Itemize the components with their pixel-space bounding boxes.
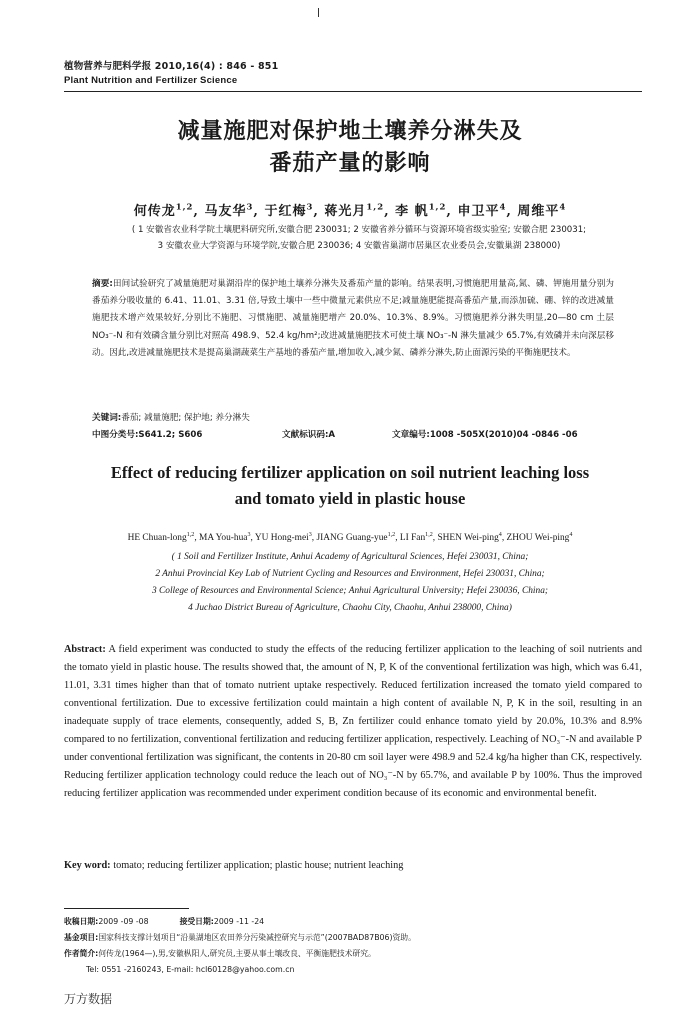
en-author [507, 533, 573, 543]
cn-classification [92, 428, 632, 440]
cn-author-name: 申卫平 [457, 204, 500, 219]
article-no-label: 文章编号: [392, 430, 430, 440]
footnote-contact: Tel: 0551 -2160243, E-mail: hcl60128@yahoo.com.cn [86, 965, 295, 974]
en-author-name: HE Chuan-long [127, 533, 187, 543]
cn-title-line1: 减量施肥对保护地土壤养分淋失及 [177, 119, 523, 144]
cn-affiliation-line1: ( 1 安徽省农业科学院土壤肥料研究所,安徽合肥 230031; 2 安徽省养分循环与资源环境省级实验室; 安徽合肥 230031; [131, 225, 587, 235]
fund-text: 国家科技支撑计划项目“沿巢湖地区农田养分污染减控研究与示范”(2007BAD87B06)资助。 [98, 933, 416, 942]
en-author [437, 533, 501, 543]
en-author-affiliation-mark: 3 [247, 531, 251, 538]
doc-code-label: 文献标识码: [282, 430, 329, 440]
cn-keywords-label: 关键词: [92, 413, 122, 423]
cn-abstract [92, 276, 614, 362]
en-author-affiliation-mark: 4 [498, 531, 502, 538]
cn-affiliation-line2: 3 安徽农业大学资源与环境学院,安徽合肥 230036; 4 安徽省巢湖市居巢区农业委员会,安徽巢湖 238000) [157, 241, 561, 251]
cn-author-affiliation-mark: 1,2 [366, 201, 385, 212]
accepted-date: 2009 -11 -24 [213, 917, 265, 926]
author-bio-text: 何传龙(1964—),男,安徽枞阳人,研究员,主要从事土壤改良、平衡施肥技术研究。 [98, 949, 376, 958]
en-affiliation-2: 2 Anhui Provincial Key Lab of Nutrient Cycling and Resources and Environment, Hefei 230031, China; [155, 569, 545, 579]
header-rule [64, 91, 642, 92]
footnote-rule [64, 908, 189, 909]
fund-label: 基金项目: [64, 933, 99, 942]
wanfang-watermark: 万方数据 [64, 992, 113, 1006]
doc-code-value: A [328, 430, 336, 440]
cn-author-name: 于红梅 [264, 204, 307, 219]
en-keywords-label: Key word: [64, 860, 111, 871]
cn-author-name: 马友华 [204, 204, 247, 219]
cn-author-affiliation-mark: 4 [559, 201, 567, 212]
en-author-name: LI Fan [399, 533, 426, 543]
cn-author [133, 201, 194, 219]
en-author [316, 533, 395, 543]
cn-author-name: 周维平 [517, 204, 560, 219]
en-author [400, 533, 433, 543]
en-title-line1: Effect of reducing fertilizer application on soil nutrient leaching loss [110, 463, 590, 482]
en-affiliation-1: ( 1 Soil and Fertilizer Institute, Anhui Academy of Agricultural Sciences, Hefei 230031, China; [171, 552, 529, 562]
en-title-line2: and tomato yield in plastic house [234, 489, 466, 508]
en-author-name: JIANG Guang-yue [316, 533, 388, 543]
en-affiliations [0, 549, 700, 617]
en-author-affiliation-mark: 4 [569, 531, 573, 538]
en-author-affiliation-mark: 3 [308, 531, 312, 538]
clc-value: S641.2; S606 [138, 430, 203, 440]
cn-keywords-text: 番茄; 减量施肥; 保护地; 养分淋失 [121, 413, 250, 423]
footnote-dates [64, 914, 644, 930]
scan-mark [318, 8, 319, 17]
en-author-name: ZHOU Wei-ping [506, 533, 570, 543]
cn-abstract-label: 摘要: [92, 279, 113, 289]
cn-author [204, 201, 254, 219]
en-author [255, 533, 312, 543]
en-author-name: YU Hong-mei [254, 533, 309, 543]
received-label: 收稿日期: [64, 917, 99, 926]
en-author-affiliation-mark: 1,2 [425, 531, 433, 538]
en-author-affiliation-mark: 1,2 [186, 531, 195, 538]
en-author-name: MA You-hua [199, 533, 248, 543]
cn-author-name: 李 帆 [395, 204, 429, 219]
en-keywords-text: tomato; reducing fertilizer application; plastic house; nutrient leaching [113, 860, 404, 871]
en-author-affiliation-mark: 1,2 [387, 531, 396, 538]
cn-author [324, 201, 385, 219]
author-bio-label: 作者简介: [64, 949, 99, 958]
en-author-name: SHEN Wei-ping [437, 533, 499, 543]
article-no-value: 1008 -505X(2010)04 -0846 -06 [429, 430, 578, 440]
en-abstract-text: A field experiment was conducted to study the effects of the reducing fertilizer application to the leaching of soil nutrients and the tomato yield in plastic house. The results showed that, the amount of N, P, K of the conventional fertilization was high, which was 6.41, 11.01, 3.31 times higher than that of tomato nutrient uptake respectively. Reduced fertilization increased the tomato yield compared to conventional fertilization. Due to excessive fertilization could maintain a high content of available N, P, K in the soil, resulting in an inadequate supply of trace elements, consequently, added S, B, Zn fertilizer could enhance tomato yield by 20.0%, 10.3% and 8.9% compared to no fertilization, conventional fertilization and reducing fertilizer application, respectively. Leaching of NO₃⁻-N and available P under conventional fertilization was significant, the contents in 20-80 cm soil layer were 498.9 and 52.4 kg/ha higher than CK, respectively. Reducing fertilizer application technology could reduce the leach out of NO₃⁻-N by 65.7%, and available P by 100%. Thus the improved reducing fertilizer application was recommended under experiment condition because of its economic and environmental benefit. [64, 644, 642, 799]
footnote-fund [64, 930, 644, 946]
cn-abstract-text: 田间试验研究了减量施肥对巢湖沿岸的保护地土壤养分淋失及番茄产量的影响。结果表明,习惯施肥用量高,氮、磷、钾施用量分别为番茄养分吸收量的 6.41、11.01、3.31 倍,导致土壤中一些中微量元素供应不足;减量施肥能提高番茄产量,而添加硫、硼、锌的改进减量施肥技术增产效果较好,分别比不施肥、习惯施肥、减量施肥增产 20.0%、10.3%、8.9%。习惯施肥养分淋失明显,20—80 cm 土层 NO₃⁻-N 和有效磷含量分别比对照高 498.9、52.4 kg/hm²;改进减量施肥技术可使土壤 NO₃⁻-N 淋失量减少 65.7%,有效磷并未向深层移动。因此,改进减量施肥技术是提高巢湖蔬菜生产基地的番茄产量,增加收入,减少氮、磷养分淋失,防止面源污染的平衡施肥技术。 [92, 279, 615, 358]
cn-author-affiliation-mark: 3 [246, 201, 254, 212]
cn-author-affiliation-mark: 1,2 [175, 201, 194, 212]
cn-author-name: 何传龙 [133, 204, 176, 219]
en-author [199, 533, 251, 543]
cn-title-line2: 番茄产量的影响 [269, 151, 431, 176]
en-authors: HE Chuan-long$^{1,2}$, MA You-hua$^3$, YU Hong-mei$^3$, JIANG Guang-yue$^{1,2}$, LI Fan$^{1,2}$, SHEN Wei-ping$^4$, ZHOU Wei-ping$^4$ [127, 531, 573, 543]
en-affiliation-4: 4 Juchao District Bureau of Agriculture, Chaohu City, Chaohu, Anhui 238000, China) [188, 603, 512, 613]
received-date: 2009 -09 -08 [98, 917, 149, 926]
cn-authors: 何传龙$^{1,2}$, 马友华$^3$, 于红梅$^3$, 蒋光月$^{1,2}$, 李 帆$^{1,2}$, 申卫平$^4$, 周维平$^4$ [133, 201, 567, 219]
en-abstract-label: Abstract: [64, 644, 106, 655]
en-author [128, 533, 195, 543]
cn-author [264, 201, 314, 219]
footnote-author [64, 946, 644, 962]
cn-author [395, 201, 447, 219]
cn-keywords [92, 411, 614, 423]
journal-citation: 植物营养与肥料学报 2010,16(4) : 846 - 851 [64, 61, 279, 72]
clc-label: 中图分类号: [92, 430, 139, 440]
en-abstract [64, 641, 642, 803]
en-affiliation-3: 3 College of Resources and Environmental Science; Anhui Agricultural University; Hefei 230036, China; [151, 586, 549, 596]
accepted-label: 接受日期: [179, 917, 214, 926]
footnotes [64, 914, 644, 978]
en-keywords [64, 860, 642, 871]
cn-author [517, 201, 567, 219]
cn-author-affiliation-mark: 1,2 [428, 201, 447, 212]
cn-author-name: 蒋光月 [324, 204, 367, 219]
cn-author-affiliation-mark: 3 [306, 201, 314, 212]
cn-author [457, 201, 507, 219]
cn-author-affiliation-mark: 4 [499, 201, 507, 212]
journal-english-name: Plant Nutrition and Fertilizer Science [64, 75, 238, 86]
